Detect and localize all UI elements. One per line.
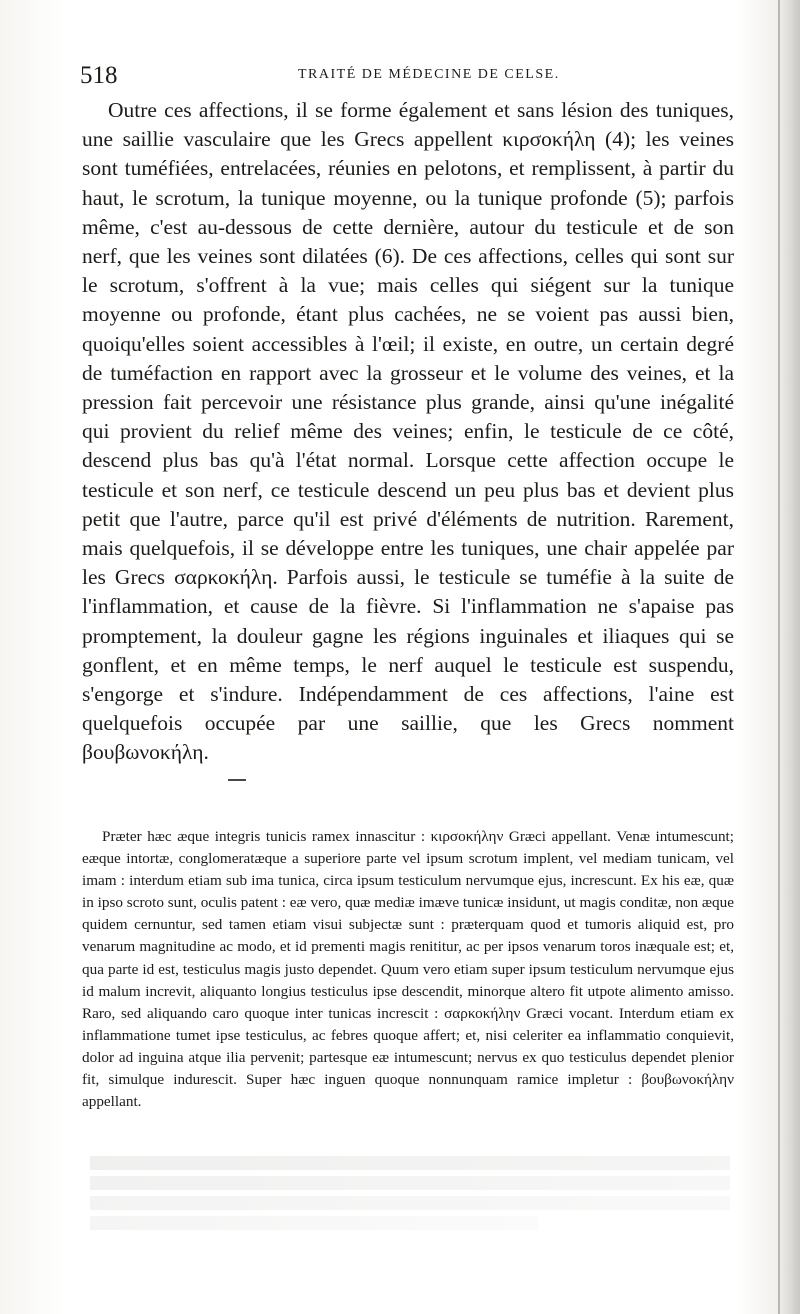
- page-number: 518: [80, 62, 118, 89]
- page-edge-line: [778, 0, 780, 1314]
- latin-paragraph: Præter hæc æque integris tunicis ramex innascitur : κιρσοκήλην Græci appellant. Venæ intumescunt; eæque intortæ, conglomeratæque a superiore parte vel ipsum scrotum implent, vel mediam tunicam, vel imam : interdum etiam sub ima tunica, circa ipsum testiculum nervumque ejus, increscunt. Ex his eæ, quæ in ipso scroto sunt, oculis patent : eæ vero, quæ mediæ imæve tunicæ insidunt, ut magis conditæ, non æque quidem cernuntur, sed tamen etiam visui subjectæ sunt : præterquam quod et tumoris aliquid est, pro venarum magnitudine ac modo, et id prementi magis renititur, ac per ipsos venarum toros inæquale est; et, qua parte id est, testiculus magis justo dependet. Quum vero etiam super ipsum testiculum nervumque ejus id malum increvit, aliquanto longius testiculus ipse descendit, minorque altero fit utpote alimento amisso. Raro, sed aliquando caro quoque inter tunicas increscit : σαρκοκήλην Græci vocant. Interdum etiam ex inflammatione tumet ipse testiculus, ac febres quoque affert; et, nisi celeriter ea inflammatio conquievit, dolor ad inguina atque ilia pervenit; partesque eæ intumescunt; nervus ex quo testiculus dependet plenior fit, simulque indurescit. Super hæc inguen quoque nonnunquam ramice impletur : βουβωνοκήλην appellant.: [82, 828, 734, 1111]
- page-header: [80, 62, 750, 88]
- french-paragraph: Outre ces affections, il se forme également et sans lésion des tuniques, une saillie vasculaire que les Grecs appellent κιρσοκήλη (4); les veines sont tuméfiées, entrelacées, réunies en pelotons, et remplissent, à partir du haut, le scrotum, la tunique moyenne, ou la tunique profonde (5); parfois même, c'est au-dessous de cette dernière, autour du testicule et de son nerf, que les veines sont dilatées (6). De ces affections, celles qui sont sur le scrotum, s'offrent à la vue; mais celles qui siégent sur la tunique moyenne ou profonde, étant plus cachées, ne se voient pas aussi bien, quoiqu'elles soient accessibles à l'œil; il existe, en outre, un certain degré de tuméfaction en rapport avec la grosseur et le volume des veines, et la pression fait percevoir une résistance plus grande, ainsi qu'une inégalité qui provient du relief même des veines; enfin, le testicule de ce côté, descend plus bas qu'à l'état normal. Lorsque cette affection occupe le testicule et son nerf, ce testicule descend un peu plus bas et devient plus petit que l'autre, parce qu'il est privé d'éléments de nutrition. Rarement, mais quelquefois, il se développe entre les tuniques, une chair appelée par les Grecs σαρκοκήλη. Parfois aussi, le testicule se tuméfie à la suite de l'inflammation, et cause de la fièvre. Si l'inflammation ne s'apaise pas promptement, la douleur gagne les régions inguinales et iliaques qui se gonflent, et en même temps, le nerf auquel le testicule est suspendu, s'engorge et s'indure. Indépendamment de ces affections, l'aine est quelquefois occupée par une saillie, que les Grecs nomment βουβωνοκήλη.: [82, 98, 734, 765]
- bleed-through-shadow: [90, 1150, 730, 1260]
- french-translation-text: [82, 96, 734, 768]
- running-title: TRAITÉ DE MÉDECINE DE CELSE.: [298, 67, 560, 82]
- latin-original-text: [82, 826, 734, 1113]
- separator-rule: [228, 779, 246, 781]
